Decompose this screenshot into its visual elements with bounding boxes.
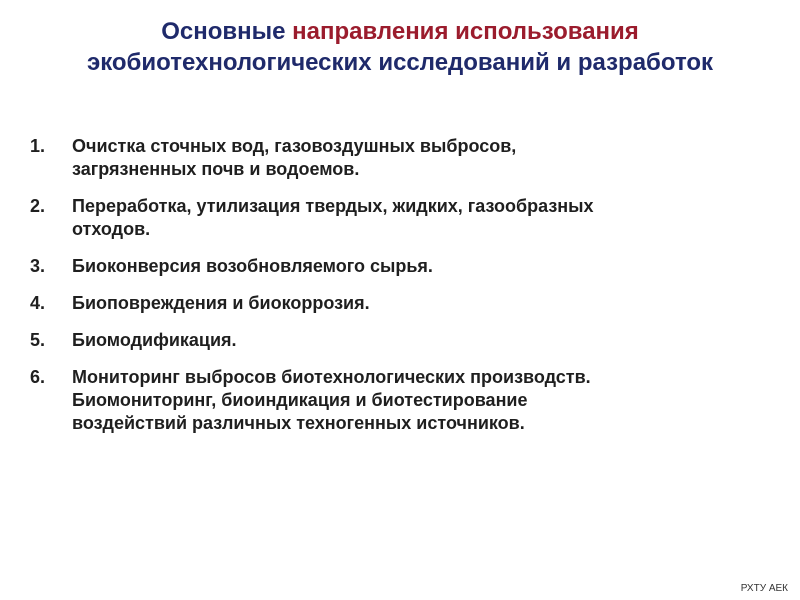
- title-line-2: экобиотехнологических исследований и разработок: [86, 49, 714, 76]
- title-line-1: [0, 16, 800, 47]
- title-line-1-accent: направления использования: [292, 18, 639, 45]
- list-item: [30, 135, 770, 181]
- list-item-number: 1.: [30, 136, 46, 156]
- slide-title: [0, 16, 800, 78]
- list-item-text: Очистка сточных вод, газовоздушных выбросов, загрязненных почв и водоемов.: [72, 136, 517, 179]
- list-item-text: Мониторинг выбросов биотехнологических производств. Биомониторинг, биоиндикация и биотестирование воздействий различных техногенных источников.: [72, 367, 591, 433]
- list-item-number: 2.: [30, 196, 46, 216]
- list-item: [30, 329, 770, 352]
- list-item-text: Биоконверсия возобновляемого сырья.: [72, 256, 433, 276]
- footer-label: РХТУ АЕК: [740, 583, 788, 594]
- list-item: [30, 195, 770, 241]
- list-item-text: Переработка, утилизация твердых, жидких, газообразных отходов.: [72, 196, 594, 239]
- list-item-text: Биоповреждения и биокоррозия.: [72, 293, 370, 313]
- title-line-1-prefix: Основные: [161, 18, 293, 45]
- list-item-number: 6.: [30, 367, 46, 387]
- list-item-number: 4.: [30, 293, 46, 313]
- list-item-text: Биомодификация.: [72, 330, 237, 350]
- list-item: [30, 366, 770, 435]
- list-item: [30, 292, 770, 315]
- list-item-number: 3.: [30, 256, 46, 276]
- list-item-number: 5.: [30, 330, 46, 350]
- list-item: [30, 255, 770, 278]
- numbered-list: [30, 135, 770, 449]
